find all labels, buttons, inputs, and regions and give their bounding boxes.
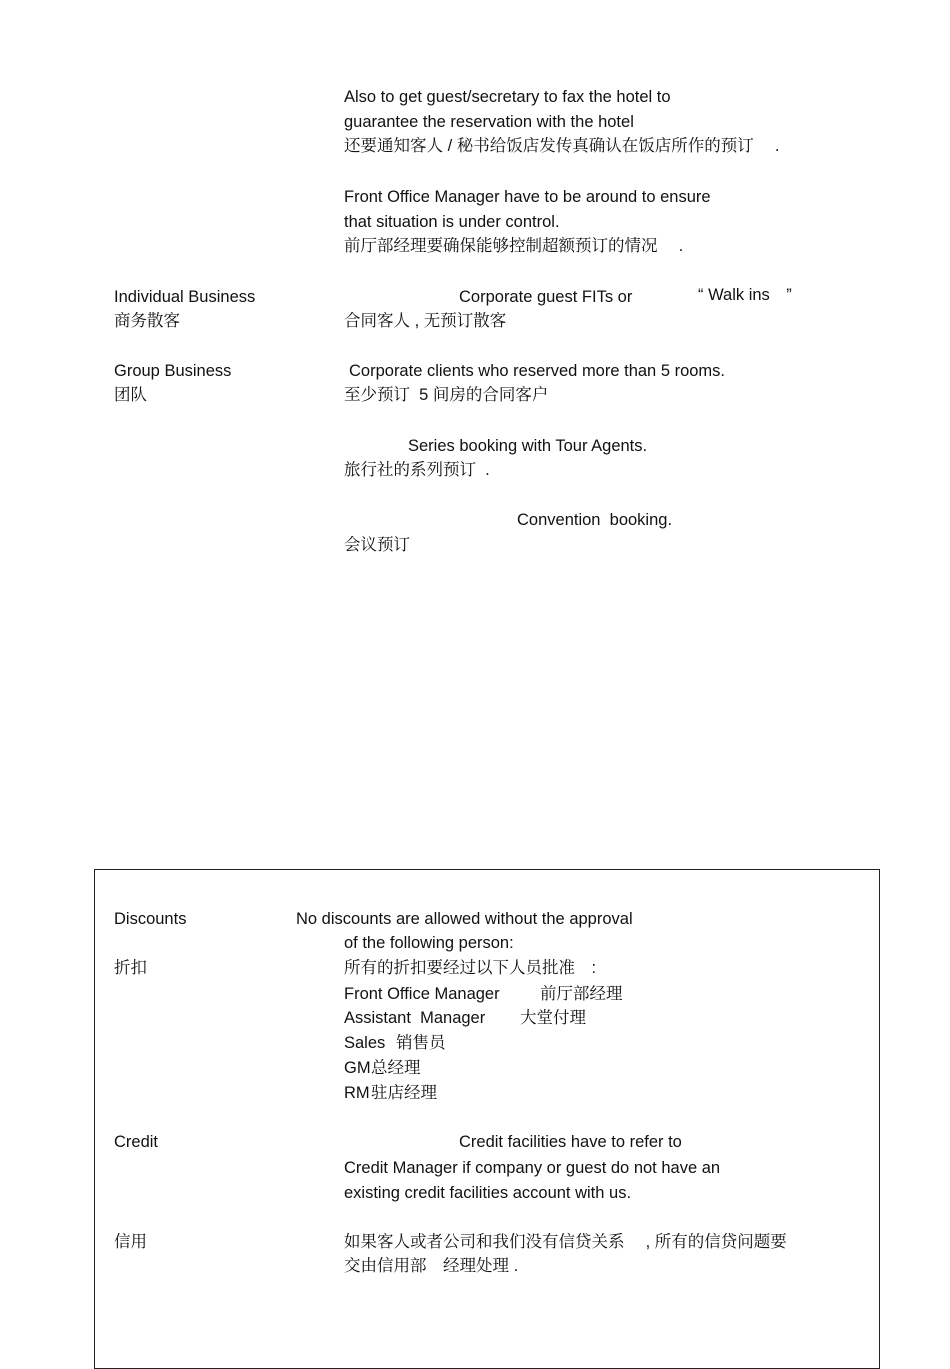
fom-instruction-line1: Front Office Manager have to be around to ensure xyxy=(344,188,711,206)
credit-text-chinese-line2: 交由信用部 经理处理 . xyxy=(344,1257,519,1275)
credit-text-chinese-line1: 如果客人或者公司和我们没有信贷关系 , 所有的信贷问题要 xyxy=(344,1233,787,1251)
individual-business-desc-a: Corporate guest FITs or xyxy=(459,288,633,306)
group-series-chinese: 旅行社的系列预订 . xyxy=(344,461,490,479)
fax-instruction-line1: Also to get guest/secretary to fax the hotel to xyxy=(344,88,671,106)
approver-front-office-manager: Front Office Manager xyxy=(344,985,500,1003)
discounts-label-chinese: 折扣 xyxy=(114,959,147,977)
approver-rm: RM xyxy=(344,1084,370,1102)
approver-gm-chinese: 总经理 xyxy=(371,1059,421,1077)
credit-text-line2: Credit Manager if company or guest do not have an xyxy=(344,1159,721,1177)
approver-rm-chinese: 驻店经理 xyxy=(371,1084,437,1102)
group-convention-chinese: 会议预订 xyxy=(344,536,410,554)
individual-business-label-chinese: 商务散客 xyxy=(114,312,180,330)
fom-instruction-line2: that situation is under control. xyxy=(344,213,560,231)
discounts-text-line2: of the following person: xyxy=(344,934,514,952)
approver-gm: GM xyxy=(344,1059,371,1077)
credit-label-chinese: 信用 xyxy=(114,1233,147,1251)
discounts-label: Discounts xyxy=(114,910,187,928)
credit-text-line3: existing credit facilities account with us. xyxy=(344,1184,632,1202)
credit-text-line1: Credit facilities have to refer to xyxy=(459,1133,682,1151)
individual-business-label: Individual Business xyxy=(114,288,256,306)
approver-assistant-manager: Assistant Manager xyxy=(344,1009,486,1027)
discounts-text-chinese: 所有的折扣要经过以下人员批准 : xyxy=(344,959,597,977)
fax-instruction-chinese: 还要通知客人 / 秘书给饭店发传真确认在饭店所作的预订 . xyxy=(344,137,780,155)
group-business-label-chinese: 团队 xyxy=(114,386,147,404)
group-business-label: Group Business xyxy=(114,362,232,380)
group-convention-text: Convention booking. xyxy=(517,511,673,529)
discounts-text-line1: No discounts are allowed without the approval xyxy=(296,910,633,928)
individual-business-desc-b: “ Walk ins ” xyxy=(698,286,792,304)
approver-front-office-manager-chinese: 前厅部经理 xyxy=(540,985,623,1003)
fax-instruction-line2: guarantee the reservation with the hotel xyxy=(344,113,634,131)
approver-sales-chinese: 销售员 xyxy=(396,1034,446,1052)
individual-business-desc-chinese: 合同客人 , 无预订散客 xyxy=(344,312,507,330)
credit-label: Credit xyxy=(114,1133,159,1151)
fom-instruction-chinese: 前厅部经理要确保能够控制超额预订的情况 . xyxy=(344,237,684,255)
group-corporate-chinese: 至少预订 5 间房的合同客户 xyxy=(344,386,549,404)
approver-sales: Sales xyxy=(344,1034,386,1052)
group-corporate-text: Corporate clients who reserved more than 5 rooms. xyxy=(349,362,726,380)
approver-assistant-manager-chinese: 大堂付理 xyxy=(520,1009,586,1027)
group-series-text: Series booking with Tour Agents. xyxy=(408,437,648,455)
